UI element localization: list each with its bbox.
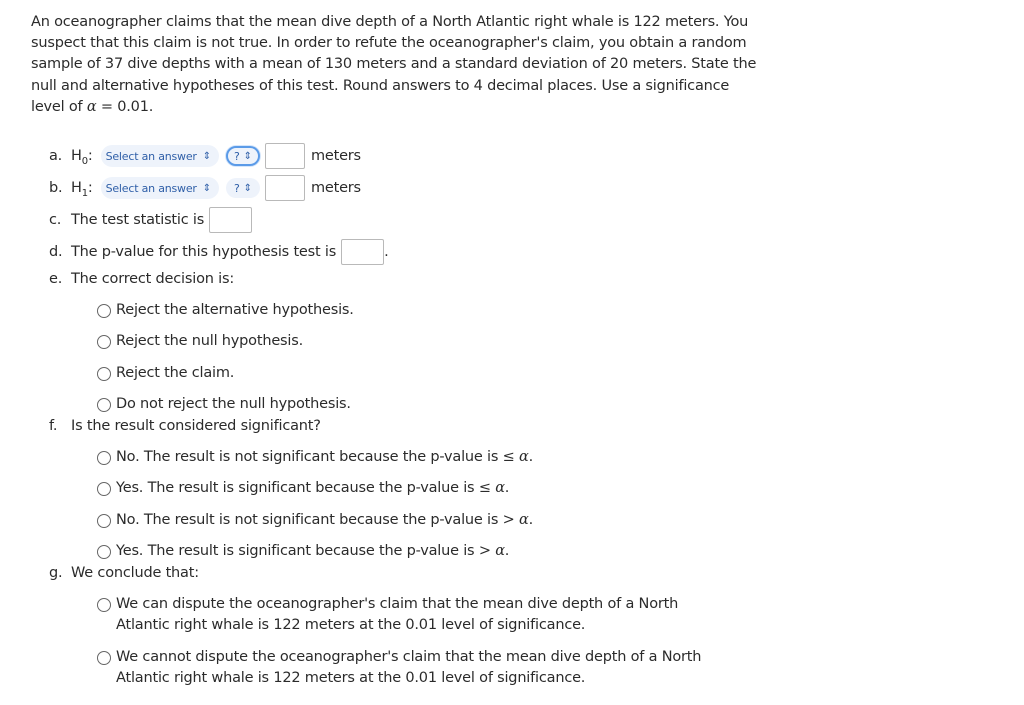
radio-button[interactable] <box>97 514 111 528</box>
radio-button[interactable] <box>97 335 111 349</box>
conclusion-option[interactable]: We cannot dispute the oceanographer's claim that the mean dive depth of a North Atlantic right whale is 122 meters at the 0.01 level of significance. <box>97 649 736 689</box>
h1-label: $H_1$: <box>71 180 93 199</box>
significance-option[interactable]: Yes. The result is significant because the p-value is > α. <box>97 543 509 562</box>
chevron-updown-icon: ⇕ <box>243 150 252 162</box>
h0-value-input[interactable] <box>265 143 305 169</box>
chevron-updown-icon: ⇕ <box>202 150 211 162</box>
radio-button[interactable] <box>97 451 111 465</box>
chevron-updown-icon: ⇕ <box>243 182 252 194</box>
significance-option[interactable]: Yes. The result is significant because the p-value is ≤ α. <box>97 480 509 499</box>
radio-button[interactable] <box>97 482 111 496</box>
radio-button[interactable] <box>97 398 111 412</box>
radio-button[interactable] <box>97 598 111 612</box>
decision-option[interactable]: Reject the alternative hypothesis. <box>97 302 354 321</box>
radio-button[interactable] <box>97 545 111 559</box>
problem-statement: An oceanographer claims that the mean dive depth of a North Atlantic right whale is 122 meters. You suspect that this claim is not true. In order to refute the oceanographer's claim, you obtain a random sample of 37 dive depths with a mean of 130 meters and a standard deviation of 20 meters. State the null and alternative hypotheses of this test. Round answers to 4 decimal places. Use a significance level of α = 0.01. <box>31 14 757 115</box>
part-f-row: f. Is the result considered significant? <box>49 418 321 434</box>
decision-option[interactable]: Do not reject the null hypothesis. <box>97 396 351 415</box>
h0-label: $H_0$: <box>71 148 93 167</box>
chevron-updown-icon: ⇕ <box>202 182 211 194</box>
significance-option[interactable]: No. The result is not significant because the p-value is ≤ α. <box>97 449 533 468</box>
part-a-row: a. $H_0$: Select an answer ⇕ ? ⇕ meters <box>49 143 361 169</box>
radio-button[interactable] <box>97 651 111 665</box>
h1-operator-select[interactable]: ? ⇕ <box>226 178 260 198</box>
decision-option[interactable]: Reject the null hypothesis. <box>97 333 303 352</box>
radio-button[interactable] <box>97 367 111 381</box>
alpha-symbol: α <box>86 98 97 115</box>
part-g-row: g. We conclude that: <box>49 565 199 581</box>
h1-value-input[interactable] <box>265 175 305 201</box>
conclusion-option[interactable]: We can dispute the oceanographer's claim that the mean dive depth of a North Atlantic right whale is 122 meters at the 0.01 level of significance. <box>97 596 736 636</box>
part-e-row: e. The correct decision is: <box>49 271 235 287</box>
h0-operator-select[interactable]: ? ⇕ <box>226 146 260 166</box>
decision-option[interactable]: Reject the claim. <box>97 365 234 384</box>
p-value-input[interactable] <box>341 239 384 265</box>
part-b-row: b. $H_1$: Select an answer ⇕ ? ⇕ meters <box>49 175 361 201</box>
radio-button[interactable] <box>97 304 111 318</box>
significance-option[interactable]: No. The result is not significant because the p-value is > α. <box>97 512 533 531</box>
part-c-row: c. The test statistic is <box>49 207 252 233</box>
h0-parameter-select[interactable]: Select an answer ⇕ <box>101 145 219 167</box>
part-d-row: d. The p-value for this hypothesis test is . <box>49 239 389 265</box>
test-statistic-input[interactable] <box>209 207 252 233</box>
h1-parameter-select[interactable]: Select an answer ⇕ <box>101 177 219 199</box>
